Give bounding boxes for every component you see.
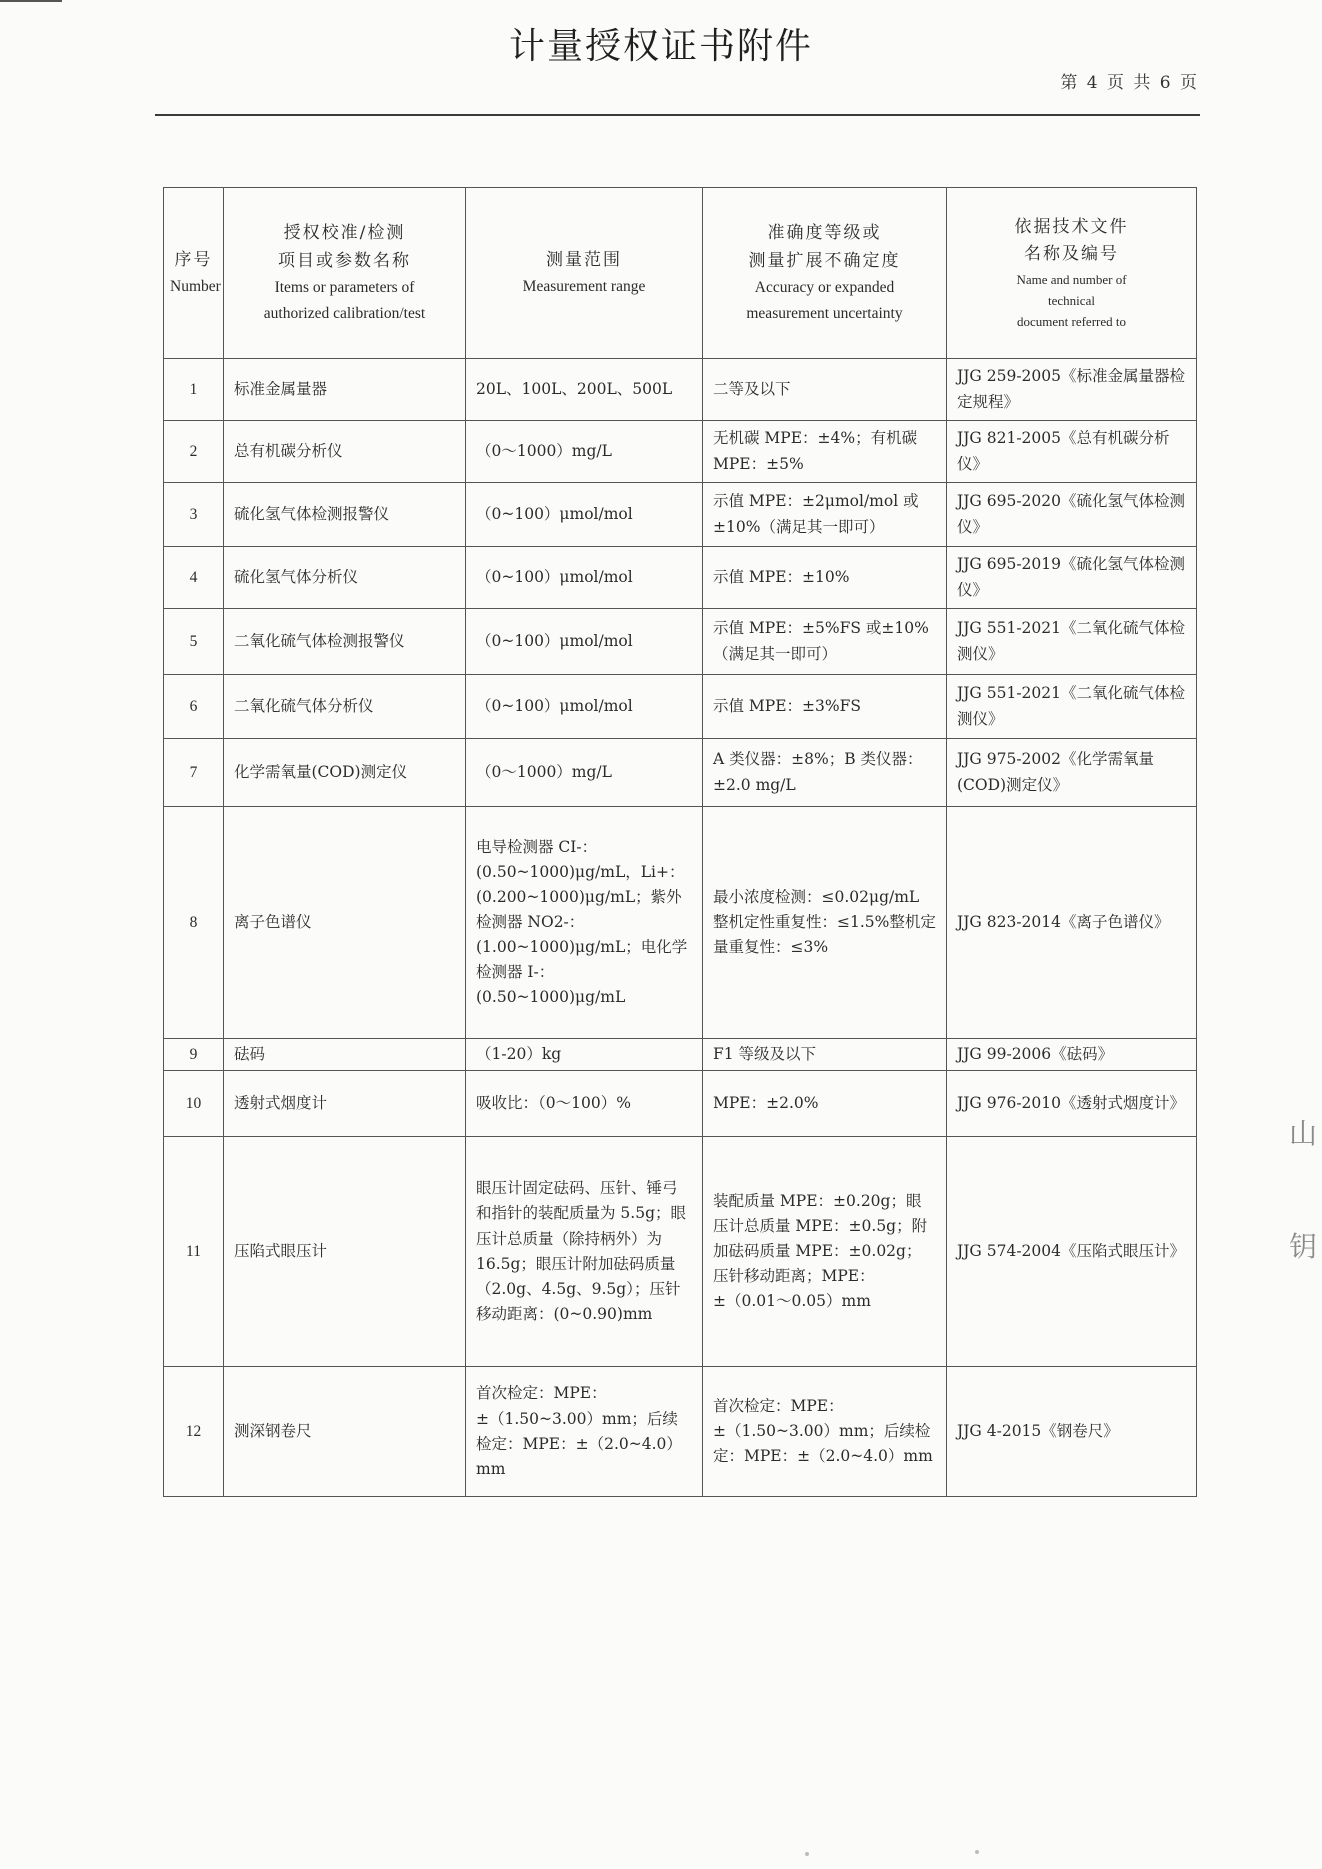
row-range: （0~100）μmol/mol xyxy=(466,483,703,547)
row-range: 电导检测器 CI-：(0.50~1000)μg/mL，Li+：(0.200~1000)μg/mL；紫外检测器 NO2-：(1.00~1000)μg/mL；电化学检测器 I-：(0.50~1000)μg/mL xyxy=(466,807,703,1039)
row-accuracy: 示值 MPE：±5%FS 或±10%（满足其一即可） xyxy=(703,609,947,675)
row-number: 10 xyxy=(164,1071,224,1137)
margin-stamp-fragment: 钥 xyxy=(1288,1230,1317,1263)
row-number: 3 xyxy=(164,483,224,547)
row-item-name: 砝码 xyxy=(224,1039,466,1071)
row-accuracy: 无机碳 MPE：±4%；有机碳 MPE：±5% xyxy=(703,421,947,483)
table-row xyxy=(164,1039,1197,1071)
row-document: JJG 695-2019《硫化氢气体检测仪》 xyxy=(947,547,1197,609)
row-item-name: 压陷式眼压计 xyxy=(224,1137,466,1367)
row-range: （0~100）μmol/mol xyxy=(466,547,703,609)
row-number: 5 xyxy=(164,609,224,675)
table-row xyxy=(164,1071,1197,1137)
authorization-table xyxy=(163,187,1197,1497)
row-range: （0～1000）mg/L xyxy=(466,739,703,807)
row-number: 1 xyxy=(164,359,224,421)
table-row xyxy=(164,483,1197,547)
row-range: （1-20）kg xyxy=(466,1039,703,1071)
row-number: 12 xyxy=(164,1367,224,1497)
row-accuracy: 首次检定：MPE：±（1.50~3.00）mm；后续检定：MPE：±（2.0~4.0）mm xyxy=(703,1367,947,1497)
table-row xyxy=(164,421,1197,483)
row-accuracy: 示值 MPE：±3%FS xyxy=(703,675,947,739)
row-range: 首次检定：MPE：±（1.50~3.00）mm；后续检定：MPE：±（2.0~4.0）mm xyxy=(466,1367,703,1497)
row-number: 6 xyxy=(164,675,224,739)
row-document: JJG 821-2005《总有机碳分析仪》 xyxy=(947,421,1197,483)
row-accuracy: 示值 MPE：±2μmol/mol 或±10%（满足其一即可） xyxy=(703,483,947,547)
row-document: JJG 574-2004《压陷式眼压计》 xyxy=(947,1137,1197,1367)
row-document: JJG 975-2002《化学需氧量(COD)测定仪》 xyxy=(947,739,1197,807)
row-accuracy: MPE：±2.0% xyxy=(703,1071,947,1137)
row-accuracy: 二等及以下 xyxy=(703,359,947,421)
row-range: 吸收比：（0～100）% xyxy=(466,1071,703,1137)
row-item-name: 离子色谱仪 xyxy=(224,807,466,1039)
table-row xyxy=(164,675,1197,739)
table-row xyxy=(164,1137,1197,1367)
row-number: 4 xyxy=(164,547,224,609)
row-document: JJG 823-2014《离子色谱仪》 xyxy=(947,807,1197,1039)
table-row xyxy=(164,1367,1197,1497)
table-row xyxy=(164,359,1197,421)
row-range: 眼压计固定砝码、压针、锤弓和指针的装配质量为 5.5g；眼压计总质量（除持柄外）为 16.5g；眼压计附加砝码质量（2.0g、4.5g、9.5g）；压针移动距离：(0~0.90)mm xyxy=(466,1137,703,1367)
row-document: JJG 551-2021《二氧化硫气体检测仪》 xyxy=(947,675,1197,739)
row-accuracy: A 类仪器：±8%；B 类仪器：±2.0 mg/L xyxy=(703,739,947,807)
table-header-row xyxy=(164,188,1197,359)
header-divider xyxy=(155,114,1200,116)
row-document: JJG 99-2006《砝码》 xyxy=(947,1039,1197,1071)
row-document: JJG 259-2005《标准金属量器检定规程》 xyxy=(947,359,1197,421)
row-item-name: 标准金属量器 xyxy=(224,359,466,421)
row-document: JJG 4-2015《钢卷尺》 xyxy=(947,1367,1197,1497)
table-row xyxy=(164,807,1197,1039)
row-range: （0~100）μmol/mol xyxy=(466,609,703,675)
row-accuracy: 示值 MPE：±10% xyxy=(703,547,947,609)
row-item-name: 二氧化硫气体分析仪 xyxy=(224,675,466,739)
row-item-name: 化学需氧量(COD)测定仪 xyxy=(224,739,466,807)
corner-scan-mark xyxy=(0,0,62,2)
header-items: 授权校准/检测 项目或参数名称 Items or parameters of authorized calibration/test xyxy=(224,188,466,359)
scan-speck xyxy=(805,1852,809,1856)
row-number: 8 xyxy=(164,807,224,1039)
table-row xyxy=(164,609,1197,675)
table-row xyxy=(164,547,1197,609)
margin-stamp-fragment: 山 xyxy=(1288,1117,1317,1150)
row-number: 7 xyxy=(164,739,224,807)
row-item-name: 硫化氢气体检测报警仪 xyxy=(224,483,466,547)
row-accuracy: 最小浓度检测：≤0.02μg/mL 整机定性重复性：≤1.5%整机定量重复性：≤3% xyxy=(703,807,947,1039)
row-number: 9 xyxy=(164,1039,224,1071)
scan-speck xyxy=(975,1850,979,1854)
row-item-name: 二氧化硫气体检测报警仪 xyxy=(224,609,466,675)
header-range: 测量范围 Measurement range xyxy=(466,188,703,359)
row-range: （0～1000）mg/L xyxy=(466,421,703,483)
row-accuracy: F1 等级及以下 xyxy=(703,1039,947,1071)
row-item-name: 测深钢卷尺 xyxy=(224,1367,466,1497)
header-number: 序号 Number xyxy=(164,188,224,359)
header-document: 依据技术文件 名称及编号 Name and number of technical document referred to xyxy=(947,188,1197,359)
header-accuracy: 准确度等级或 测量扩展不确定度 Accuracy or expanded measurement uncertainty xyxy=(703,188,947,359)
row-number: 2 xyxy=(164,421,224,483)
row-document: JJG 976-2010《透射式烟度计》 xyxy=(947,1071,1197,1137)
page-number: 第 4 页 共 6 页 xyxy=(1060,73,1197,93)
row-accuracy: 装配质量 MPE：±0.20g；眼压计总质量 MPE：±0.5g；附加砝码质量 MPE：±0.02g；压针移动距离；MPE：±（0.01～0.05）mm xyxy=(703,1137,947,1367)
document-title: 计量授权证书附件 xyxy=(508,26,813,67)
row-number: 11 xyxy=(164,1137,224,1367)
row-range: （0~100）μmol/mol xyxy=(466,675,703,739)
row-item-name: 硫化氢气体分析仪 xyxy=(224,547,466,609)
row-item-name: 透射式烟度计 xyxy=(224,1071,466,1137)
row-document: JJG 551-2021《二氧化硫气体检测仪》 xyxy=(947,609,1197,675)
table-row xyxy=(164,739,1197,807)
row-document: JJG 695-2020《硫化氢气体检测仪》 xyxy=(947,483,1197,547)
row-item-name: 总有机碳分析仪 xyxy=(224,421,466,483)
row-range: 20L、100L、200L、500L xyxy=(466,359,703,421)
